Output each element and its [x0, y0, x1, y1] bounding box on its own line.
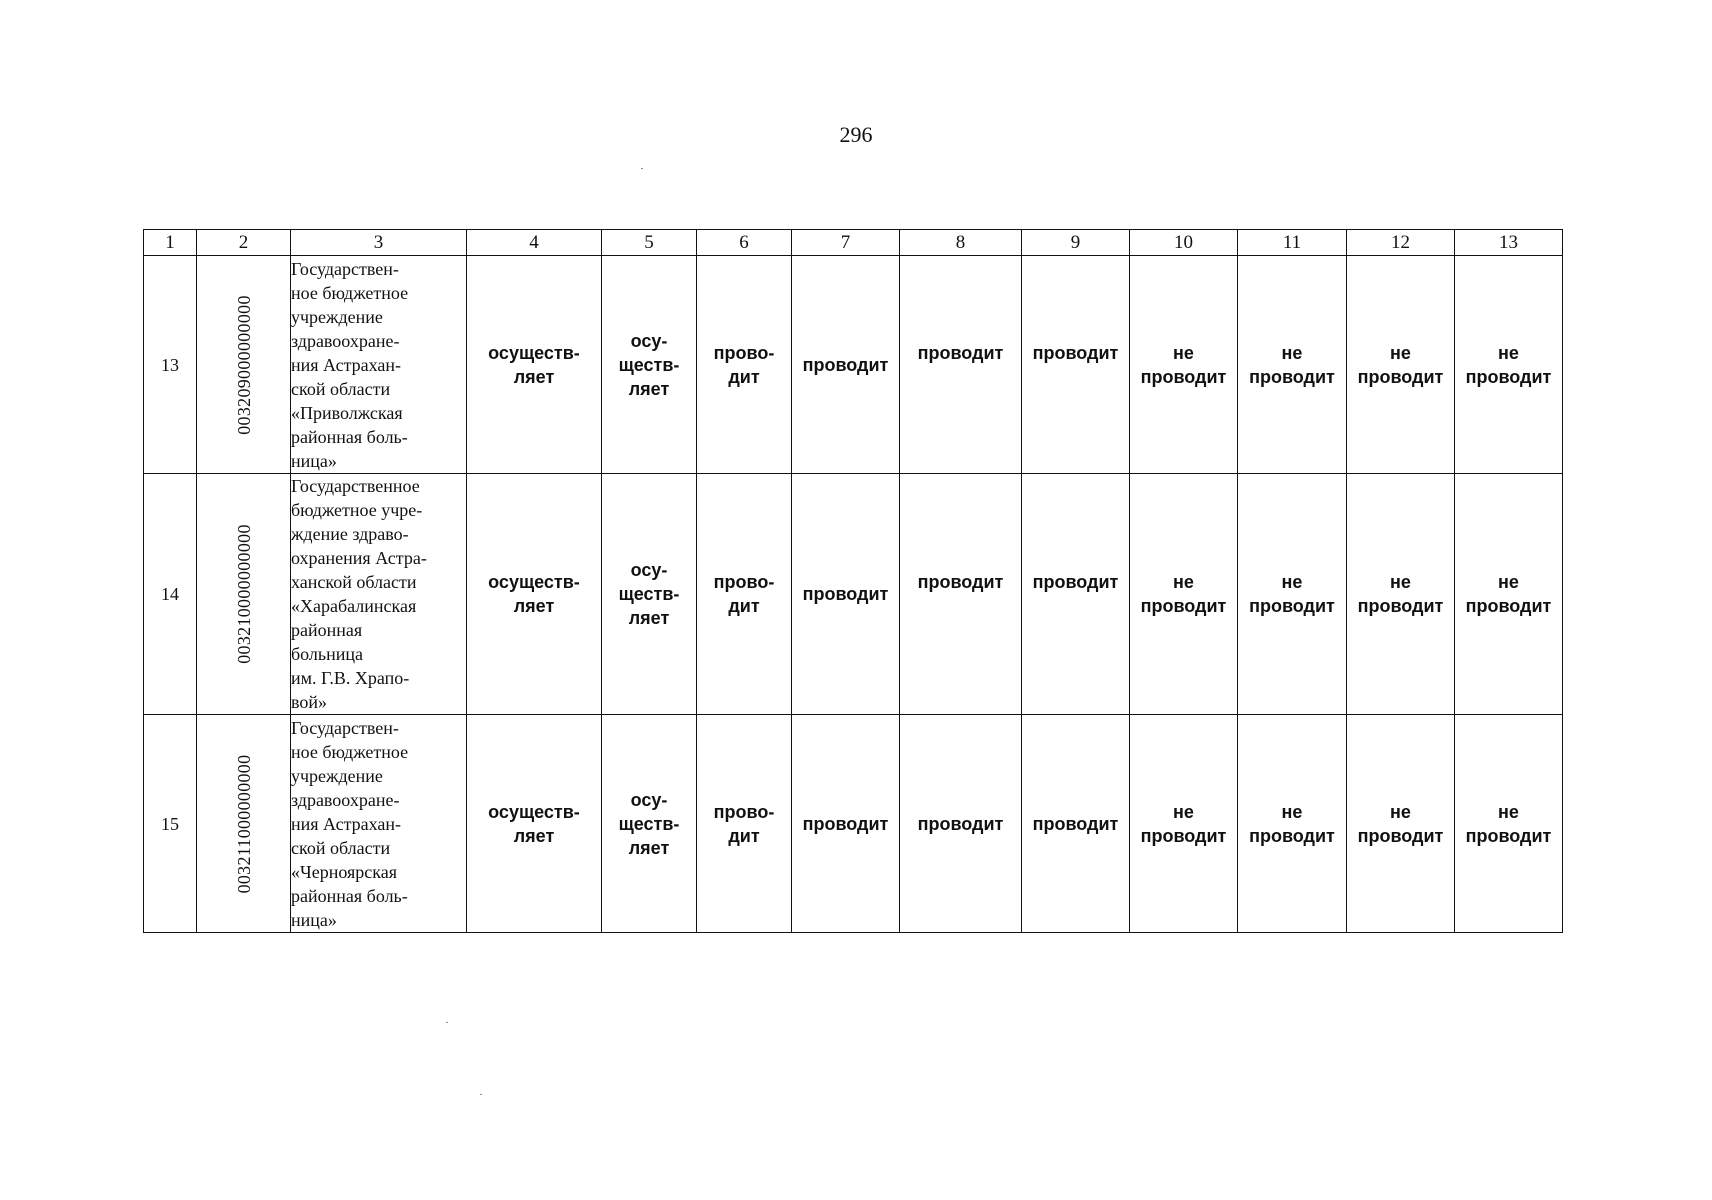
- cell-col12: не проводит: [1347, 256, 1455, 474]
- cell-col7: проводит: [792, 715, 900, 933]
- institution-name: Государствен- ное бюджетное учреждение здравоохране- ния Астрахан- ской области «Приволжская районная боль- ница»: [291, 256, 467, 474]
- scan-speck: [480, 1094, 482, 1095]
- column-header: 12: [1347, 230, 1455, 256]
- cell-col9: [1022, 474, 1130, 715]
- table-header-row: [144, 230, 1563, 256]
- cell-col11: не проводит: [1238, 256, 1347, 474]
- column-header: 9: [1022, 230, 1130, 256]
- cell-col10: не проводит: [1130, 715, 1238, 933]
- cell-col13: не проводит: [1455, 256, 1563, 474]
- cell-col8-text: проводит: [917, 572, 1004, 592]
- column-header: 7: [792, 230, 900, 256]
- cell-col8: проводит: [900, 715, 1022, 933]
- column-header: 10: [1130, 230, 1238, 256]
- cell-col4: осуществ- ляет: [467, 474, 602, 715]
- cell-col9-text: проводит: [1032, 342, 1119, 363]
- scan-speck: [641, 168, 643, 169]
- column-header: 3: [291, 230, 467, 256]
- cell-col6: прово- дит: [697, 715, 792, 933]
- registry-code-cell: [197, 715, 291, 933]
- registry-code: 003210000000000: [233, 524, 254, 664]
- cell-col8: [900, 474, 1022, 715]
- scan-speck: [446, 1022, 448, 1023]
- row-number: 15: [144, 715, 197, 933]
- cell-col8-text: проводит: [917, 342, 1004, 363]
- cell-col4: осуществ- ляет: [467, 256, 602, 474]
- institution-name: Государственное бюджетное учре- ждение здраво- охранения Астра- ханской области «Харабалинская районная больница им. Г.В. Храпо- вой»: [291, 474, 467, 715]
- cell-col9: [1022, 256, 1130, 474]
- cell-col10: не проводит: [1130, 256, 1238, 474]
- column-header: 1: [144, 230, 197, 256]
- table-row: [144, 474, 1563, 715]
- cell-col9: проводит: [1022, 715, 1130, 933]
- registry-code: 003209000000000: [233, 294, 254, 435]
- cell-col12: не проводит: [1347, 474, 1455, 715]
- table-row: [144, 256, 1563, 474]
- row-number: 13: [144, 256, 197, 474]
- cell-col9-text: проводит: [1032, 572, 1119, 592]
- column-header: 4: [467, 230, 602, 256]
- cell-col5: осу- ществ- ляет: [602, 474, 697, 715]
- registry-code: 003211000000000: [233, 754, 254, 893]
- registry-code-cell: [197, 256, 291, 474]
- registry-code-cell: [197, 474, 291, 715]
- cell-col13: не проводит: [1455, 715, 1563, 933]
- table-row: [144, 715, 1563, 933]
- column-header: 11: [1238, 230, 1347, 256]
- cell-col8: [900, 256, 1022, 474]
- cell-col6: прово- дит: [697, 474, 792, 715]
- column-header: 6: [697, 230, 792, 256]
- institution-name: Государствен- ное бюджетное учреждение здравоохране- ния Астрахан- ской области «Черноярская районная боль- ница»: [291, 715, 467, 933]
- cell-col4: осуществ- ляет: [467, 715, 602, 933]
- cell-col11: не проводит: [1238, 474, 1347, 715]
- page-number: 296: [839, 122, 873, 147]
- column-header: 2: [197, 230, 291, 256]
- cell-col11: не проводит: [1238, 715, 1347, 933]
- cell-col7: проводит: [792, 256, 900, 474]
- column-header: 8: [900, 230, 1022, 256]
- cell-col13: не проводит: [1455, 474, 1563, 715]
- facility-table: [143, 229, 1563, 933]
- cell-col5: осу- ществ- ляет: [602, 256, 697, 474]
- column-header: 5: [602, 230, 697, 256]
- column-header: 13: [1455, 230, 1563, 256]
- cell-col6: прово- дит: [697, 256, 792, 474]
- cell-col12: не проводит: [1347, 715, 1455, 933]
- row-number: 14: [144, 474, 197, 715]
- cell-col10: не проводит: [1130, 474, 1238, 715]
- cell-col7: проводит: [792, 474, 900, 715]
- cell-col5: осу- ществ- ляет: [602, 715, 697, 933]
